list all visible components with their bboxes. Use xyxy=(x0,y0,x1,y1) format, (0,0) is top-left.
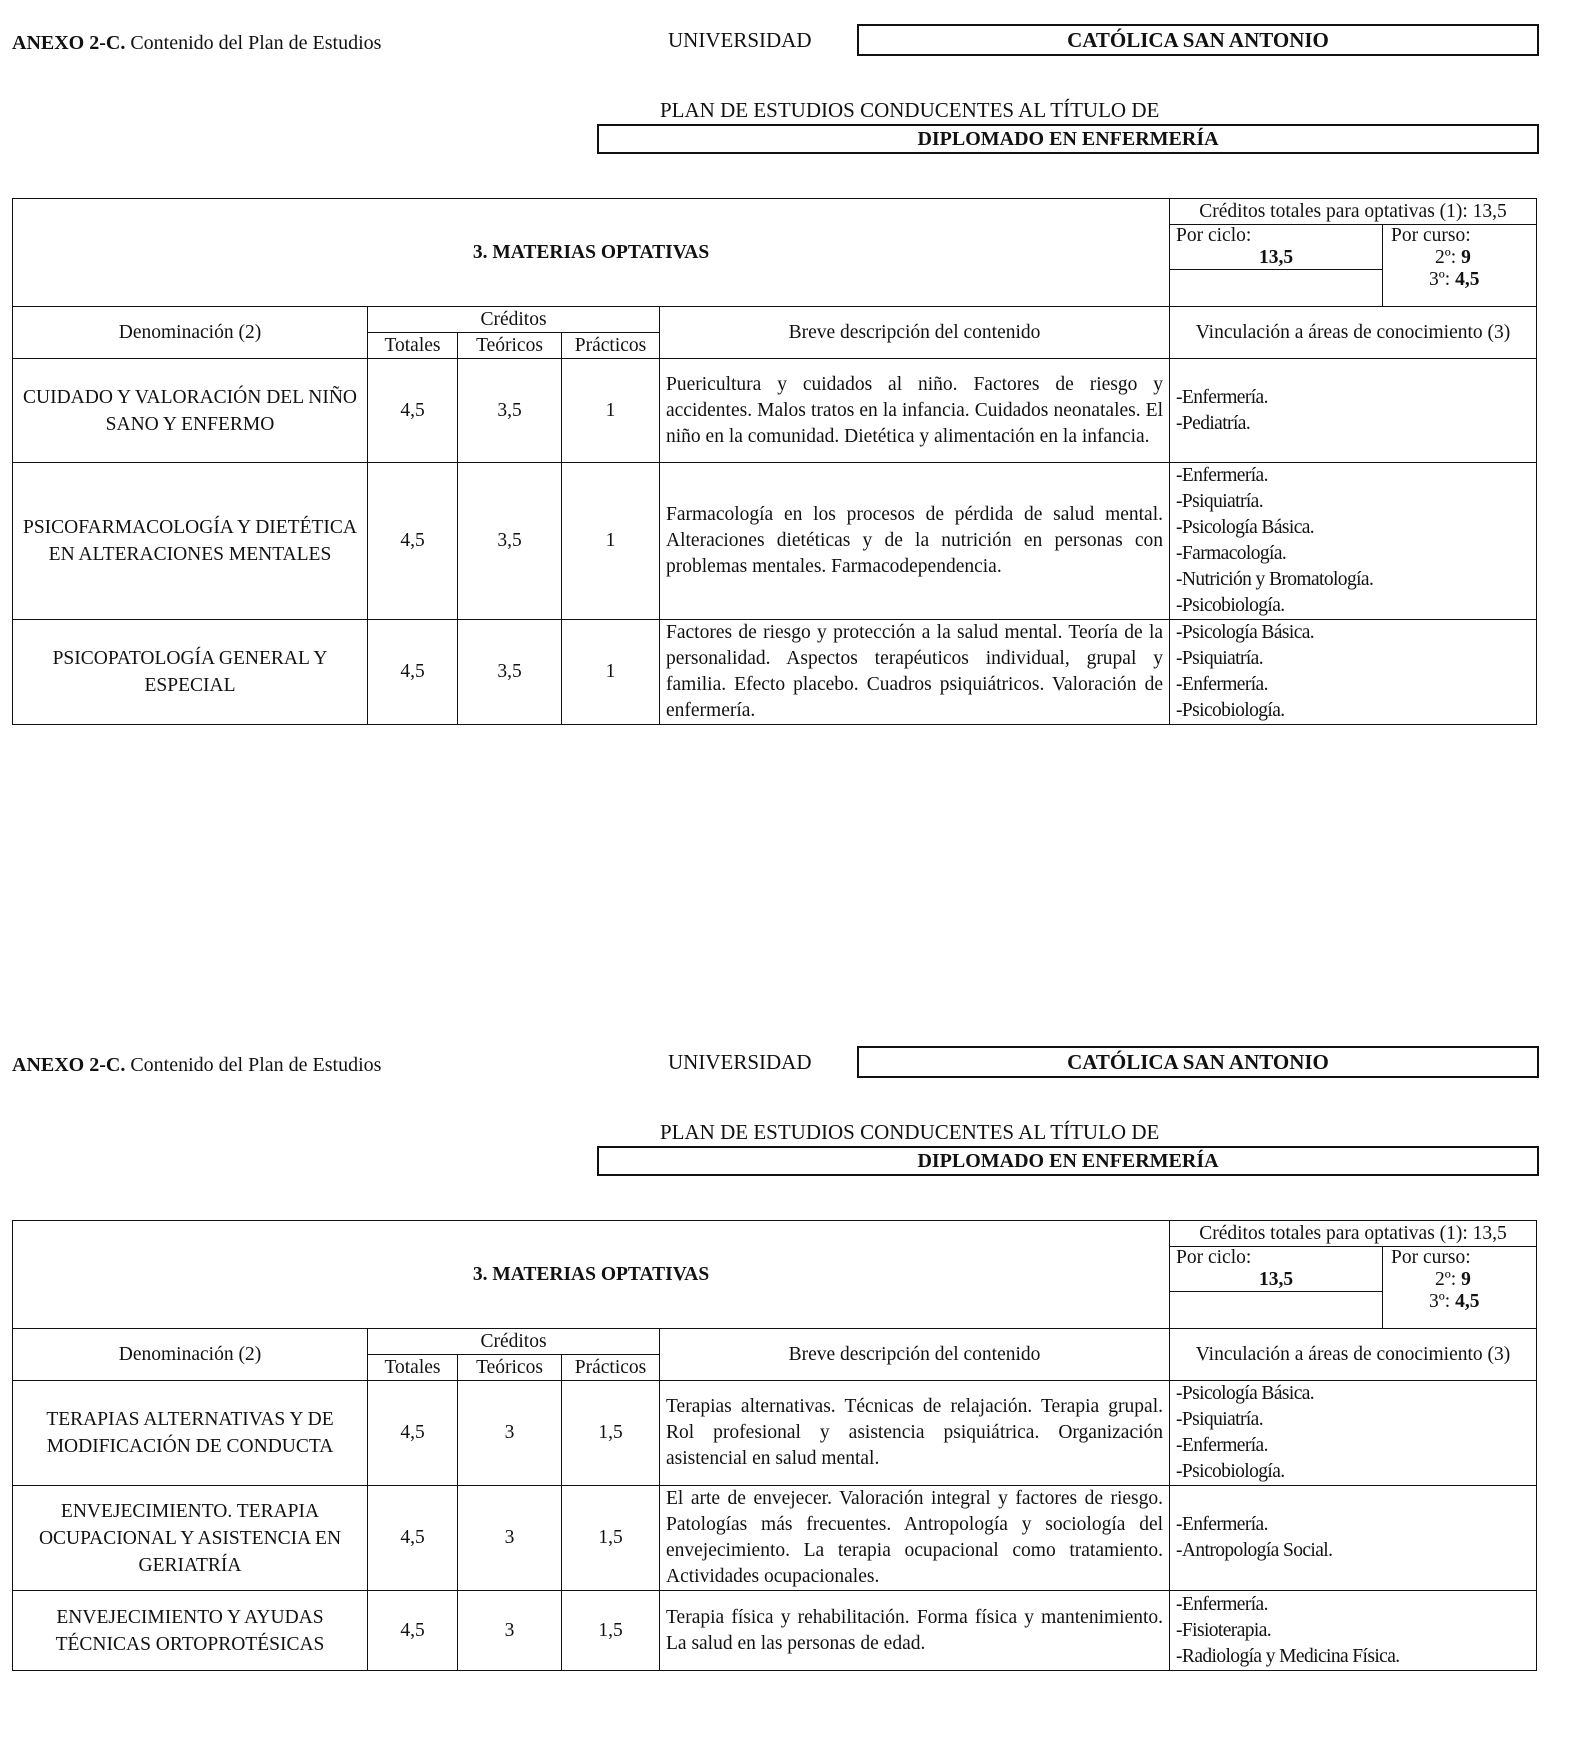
area-item: -Psicobiología. xyxy=(1176,595,1285,616)
total-credits: Créditos totales para optativas (1): 13,5 xyxy=(1170,199,1537,225)
area-item: -Nutrición y Bromatología. xyxy=(1176,569,1374,590)
knowledge-areas xyxy=(1170,1381,1537,1486)
plan-label: PLAN DE ESTUDIOS CONDUCENTES AL TÍTULO DE xyxy=(660,98,1160,122)
per-cycle-cell xyxy=(1170,1247,1383,1292)
area-item: -Psiquiatría. xyxy=(1176,1409,1263,1430)
credits-theory: 3 xyxy=(458,1486,562,1591)
col-theory-header: Teóricos xyxy=(458,333,562,359)
subject-description: Farmacología en los procesos de pérdida de salud mental. Alteraciones dietéticas y de la nutrición en personas con problemas mentales. Farmacodependencia. xyxy=(660,463,1170,620)
credits-practice: 1 xyxy=(562,359,660,463)
per-course-label: Por curso: xyxy=(1391,225,1471,246)
credits-theory: 3,5 xyxy=(458,359,562,463)
col-practice-header: Prácticos xyxy=(562,1355,660,1381)
per-cycle-value: 13,5 xyxy=(1258,247,1294,268)
credits-total: 4,5 xyxy=(368,620,458,725)
area-item: -Psicobiología. xyxy=(1176,700,1285,721)
credits-practice: 1 xyxy=(562,620,660,725)
section-title: 3. MATERIAS OPTATIVAS xyxy=(13,1221,1170,1329)
credits-theory: 3 xyxy=(458,1381,562,1486)
credits-practice: 1,5 xyxy=(562,1381,660,1486)
credits-total: 4,5 xyxy=(368,1591,458,1671)
degree-title-box: DIPLOMADO EN ENFERMERÍA xyxy=(597,124,1539,154)
col-name-header: Denominación (2) xyxy=(13,307,368,359)
knowledge-areas xyxy=(1170,1591,1537,1671)
col-theory-header: Teóricos xyxy=(458,1355,562,1381)
knowledge-areas xyxy=(1170,1486,1537,1591)
per-course-label: Por curso: xyxy=(1391,1247,1471,1268)
credits-total: 4,5 xyxy=(368,359,458,463)
area-item: -Psicología Básica. xyxy=(1176,622,1315,643)
per-cycle-label: Por ciclo: xyxy=(1176,1247,1252,1268)
subject-name: ENVEJECIMIENTO. TERAPIA OCUPACIONAL Y ASISTENCIA EN GERIATRÍA xyxy=(13,1486,368,1591)
course-3-credits: 3º: 4,5 xyxy=(1429,269,1480,290)
credits-theory: 3,5 xyxy=(458,463,562,620)
area-item: -Psicobiología. xyxy=(1176,1461,1285,1482)
col-total-header: Totales xyxy=(368,333,458,359)
area-item: -Psicología Básica. xyxy=(1176,517,1315,538)
annex-heading: ANEXO 2-C. Contenido del Plan de Estudios xyxy=(12,32,382,54)
university-name-box: CATÓLICA SAN ANTONIO xyxy=(857,1046,1539,1078)
total-credits: Créditos totales para optativas (1): 13,5 xyxy=(1170,1221,1537,1247)
area-item: -Antropología Social. xyxy=(1176,1540,1333,1561)
per-cycle-label: Por ciclo: xyxy=(1176,225,1252,246)
area-item: -Enfermería. xyxy=(1176,386,1268,408)
credits-practice: 1,5 xyxy=(562,1591,660,1671)
area-item: -Psiquiatría. xyxy=(1176,648,1263,669)
col-name-header: Denominación (2) xyxy=(13,1329,368,1381)
col-credits-header: Créditos xyxy=(368,307,660,333)
optional-subjects-table xyxy=(12,1220,1537,1671)
area-item: -Enfermería. xyxy=(1176,465,1268,486)
area-item: -Enfermería. xyxy=(1176,1435,1268,1456)
area-item: -Farmacología. xyxy=(1176,543,1287,564)
university-label: UNIVERSIDAD xyxy=(668,28,812,52)
credits-practice: 1 xyxy=(562,463,660,620)
subject-name: CUIDADO Y VALORACIÓN DEL NIÑO SANO Y ENFERMO xyxy=(13,359,368,463)
per-cycle-cell xyxy=(1170,225,1383,270)
area-item: -Pediatría. xyxy=(1176,412,1251,434)
subject-name: PSICOPATOLOGÍA GENERAL Y ESPECIAL xyxy=(13,620,368,725)
col-areas-header: Vinculación a áreas de conocimiento (3) xyxy=(1170,307,1537,359)
table-row xyxy=(13,1591,1537,1671)
area-item: -Enfermería. xyxy=(1176,674,1268,695)
credits-practice: 1,5 xyxy=(562,1486,660,1591)
subject-name: PSICOFARMACOLOGÍA Y DIETÉTICA EN ALTERACIONES MENTALES xyxy=(13,463,368,620)
course-2-credits: 2º: 9 xyxy=(1435,247,1471,268)
subject-description: Terapias alternativas. Técnicas de relajación. Terapia grupal. Rol profesional y asistencia psiquiátrica. Organización asistencial en salud mental. xyxy=(660,1381,1170,1486)
col-description-header: Breve descripción del contenido xyxy=(660,1329,1170,1381)
course-3-credits: 3º: 4,5 xyxy=(1429,1291,1480,1312)
credits-theory: 3 xyxy=(458,1591,562,1671)
col-description-header: Breve descripción del contenido xyxy=(660,307,1170,359)
university-label: UNIVERSIDAD xyxy=(668,1050,812,1074)
area-item: -Psiquiatría. xyxy=(1176,491,1263,512)
university-name-box: CATÓLICA SAN ANTONIO xyxy=(857,24,1539,56)
credits-total: 4,5 xyxy=(368,463,458,620)
credits-total: 4,5 xyxy=(368,1486,458,1591)
optional-subjects-table xyxy=(12,198,1537,725)
table-row xyxy=(13,1381,1537,1486)
subject-description: El arte de envejecer. Valoración integral y factores de riesgo. Patologías más frecuentes. Antropología y sociología del envejecimiento. La terapia ocupacional como tratamiento. Actividades ocupacionales. xyxy=(660,1486,1170,1591)
per-cycle-spacer xyxy=(1170,1292,1383,1329)
table-row xyxy=(13,463,1537,620)
degree-title-box: DIPLOMADO EN ENFERMERÍA xyxy=(597,1146,1539,1176)
per-course-cell xyxy=(1383,1247,1537,1329)
credits-theory: 3,5 xyxy=(458,620,562,725)
knowledge-areas xyxy=(1170,620,1537,725)
annex-heading: ANEXO 2-C. Contenido del Plan de Estudios xyxy=(12,1054,382,1076)
per-course-cell xyxy=(1383,225,1537,307)
area-item: -Radiología y Medicina Física. xyxy=(1176,1645,1400,1667)
subject-name: TERAPIAS ALTERNATIVAS Y DE MODIFICACIÓN DE CONDUCTA xyxy=(13,1381,368,1486)
col-total-header: Totales xyxy=(368,1355,458,1381)
knowledge-areas xyxy=(1170,359,1537,463)
course-2-credits: 2º: 9 xyxy=(1435,1269,1471,1290)
subject-description: Terapia física y rehabilitación. Forma física y mantenimiento. La salud en las personas de edad. xyxy=(660,1591,1170,1671)
table-row xyxy=(13,1486,1537,1591)
subject-description: Factores de riesgo y protección a la salud mental. Teoría de la personalidad. Aspectos terapéuticos individual, grupal y familia. Efecto placebo. Cuadros psiquiátricos. Valoración de enfermería. xyxy=(660,620,1170,725)
credits-total: 4,5 xyxy=(368,1381,458,1486)
table-row xyxy=(13,620,1537,725)
per-cycle-value: 13,5 xyxy=(1258,1269,1294,1290)
plan-label: PLAN DE ESTUDIOS CONDUCENTES AL TÍTULO DE xyxy=(660,1120,1160,1144)
col-areas-header: Vinculación a áreas de conocimiento (3) xyxy=(1170,1329,1537,1381)
knowledge-areas xyxy=(1170,463,1537,620)
subject-description: Puericultura y cuidados al niño. Factores de riesgo y accidentes. Malos tratos en la infancia. Cuidados neonatales. El niño en la comunidad. Dietética y alimentación en la infancia. xyxy=(660,359,1170,463)
area-item: -Fisioterapia. xyxy=(1176,1619,1272,1641)
subject-name: ENVEJECIMIENTO Y AYUDAS TÉCNICAS ORTOPROTÉSICAS xyxy=(13,1591,368,1671)
per-cycle-spacer xyxy=(1170,270,1383,307)
table-row xyxy=(13,359,1537,463)
col-practice-header: Prácticos xyxy=(562,333,660,359)
col-credits-header: Créditos xyxy=(368,1329,660,1355)
area-item: -Enfermería. xyxy=(1176,1514,1268,1535)
area-item: -Enfermería. xyxy=(1176,1593,1268,1615)
area-item: -Psicología Básica. xyxy=(1176,1383,1315,1404)
section-title: 3. MATERIAS OPTATIVAS xyxy=(13,199,1170,307)
